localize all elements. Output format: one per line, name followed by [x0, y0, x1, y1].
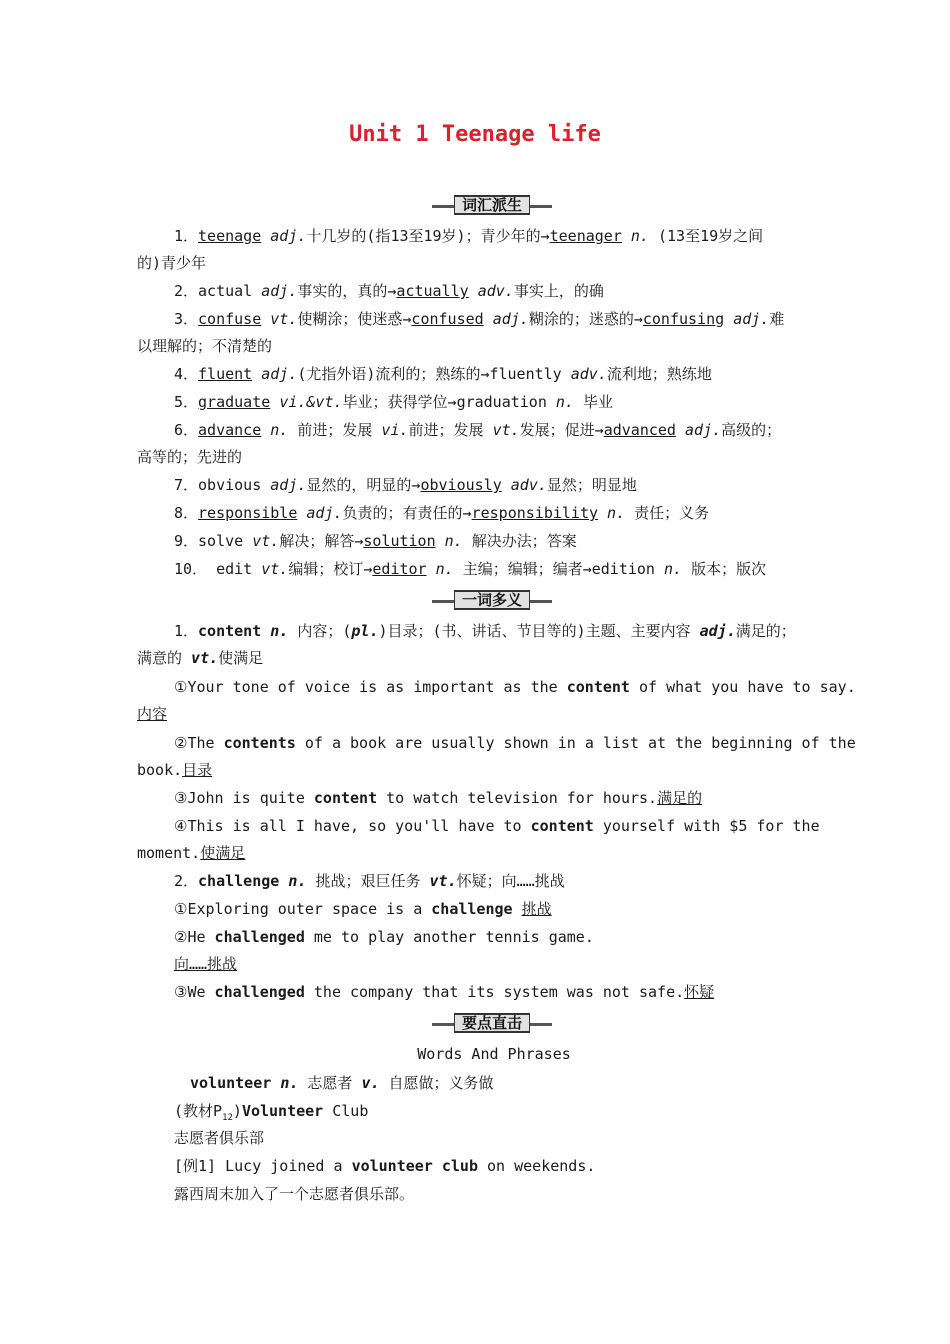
vocab-item-3: 3．confuse vt.使糊涂；使迷惑→confused adj.糊涂的；迷惑的→confusing adj.难 [174, 310, 785, 328]
vocab-item-10: 10． edit vt.编辑；校订→editor n. 主编；编辑；编者→edition n. 版本；版次 [174, 560, 767, 578]
example-challenge-3: ③We challenged the company that its system was not safe.怀疑 [174, 983, 715, 1001]
key-points-heading: Words And Phrases [417, 1045, 571, 1063]
section-header-vocab-derivation: 词汇派生 [432, 195, 552, 217]
vocab-item-4: 4．fluent adj.(尤指外语)流利的；熟练的→fluently adv.流利地；熟练地 [174, 365, 712, 383]
point-translation: 志愿者俱乐部 [174, 1129, 265, 1147]
example-content-1: ①Your tone of voice is as important as the content of what you have to say. [174, 678, 856, 696]
vocab-item-5: 5．graduate vi.&vt.毕业；获得学位→graduation n. 毕业 [174, 393, 614, 411]
vocab-item-8: 8．responsible adj.负责的；有责任的→responsibility n. 责任；义务 [174, 504, 710, 522]
example-content-4-cont: moment.使满足 [137, 844, 246, 862]
point-volunteer: volunteer n. 志愿者 v. 自愿做；义务做 [190, 1074, 494, 1092]
unit-title: Unit 1 Teenage life [349, 122, 601, 147]
example-content-2: ②The contents of a book are usually shown in a list at the beginning of the [174, 734, 856, 752]
vocab-item-6: 6．advance n. 前进；发展 vi.前进；发展 vt.发展；促进→advanced adj.高级的； [174, 421, 782, 439]
vocab-item-1-cont: 的)青少年 [137, 254, 207, 272]
example-content-2-cont: book.目录 [137, 761, 213, 779]
point-example-translation: 露西周末加入了一个志愿者俱乐部。 [174, 1185, 415, 1203]
vocab-item-1: 1．teenage adj.十几岁的(指13至19岁)；青少年的→teenager n. (13至19岁之间 [174, 227, 764, 245]
point-textbook-ref: (教材$P_{12})Volunteer$ Club [174, 1102, 369, 1123]
example-challenge-2-answer: 向……挑战 [174, 955, 238, 973]
example-content-1-answer: 内容 [137, 705, 168, 723]
polysemy-item-1-cont: 满意的 vt.使满足 [137, 649, 264, 667]
vocab-item-3-cont: 以理解的；不清楚的 [137, 337, 273, 355]
vocab-item-6-cont: 高等的；先进的 [137, 448, 243, 466]
example-challenge-2: ②He challenged me to play another tennis game. [174, 928, 594, 946]
example-content-3: ③John is quite content to watch television for hours.满足的 [174, 789, 703, 807]
vocab-item-7: 7．obvious adj.显然的，明显的→obviously adv.显然；明显地 [174, 476, 637, 494]
point-example: [例1] Lucy joined a volunteer club on weekends. [174, 1157, 596, 1175]
example-content-4: ④This is all I have, so you'll have to content yourself with $5 for the [174, 817, 820, 835]
vocab-item-2: 2．actual adj.事实的，真的→actually adv.事实上，的确 [174, 282, 604, 300]
vocab-item-9: 9．solve vt.解决；解答→solution n. 解决办法；答案 [174, 532, 577, 550]
polysemy-item-1: 1．content n. 内容；(pl.)目录；(书、讲话、节目等的)主题、主要内容 adj.满足的； [174, 622, 796, 640]
example-challenge-1: ①Exploring outer space is a challenge 挑战 [174, 900, 552, 918]
polysemy-item-2: 2．challenge n. 挑战；艰巨任务 vt.怀疑；向……挑战 [174, 872, 565, 890]
section-header-polysemy: 一词多义 [432, 590, 552, 612]
section-header-key-points: 要点直击 [432, 1013, 552, 1035]
